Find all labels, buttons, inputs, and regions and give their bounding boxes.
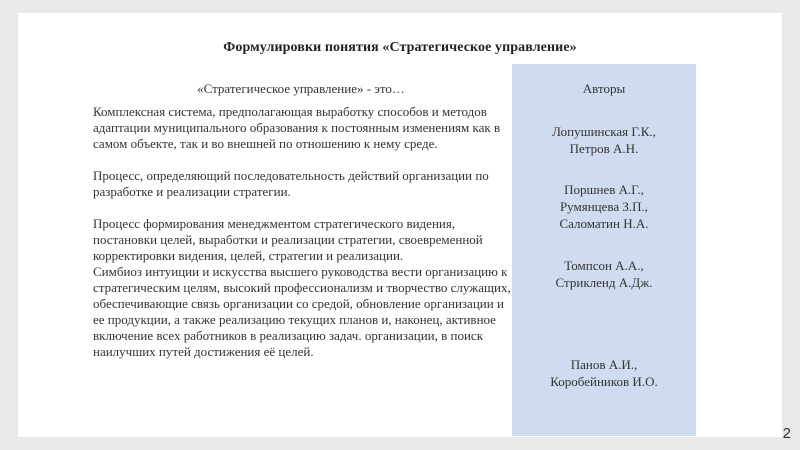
definition-item: Процесс формирования менеджментом стратегического видения, постановки целей, выработки и реализации стратегии, своевременной корректировки видения, целей, стратегии и реализации. <box>93 216 483 263</box>
author-group <box>512 257 696 291</box>
author-name: Румянцева З.П., <box>559 199 649 214</box>
author-group <box>512 356 696 390</box>
author-name: Панов А.И., <box>570 357 638 372</box>
definitions-header: «Стратегическое управление» - это… <box>197 81 405 96</box>
author-group <box>512 123 696 157</box>
author-name: Саломатин Н.А. <box>559 216 649 231</box>
definition-item: Симбиоз интуиции и искусства высшего руководства вести организацию к стратегическим целям, высокий профессионализм и творчество служащих, обеспечивающие связь организации со средой, обновление организации и ее продукции, а также реализацию текущих планов и, наконец, активное включение всех работников в реализацию задач. организации, в поиск наилучших путей достижения её целей. <box>93 264 511 359</box>
author-group <box>512 181 696 232</box>
authors-panel <box>512 64 696 436</box>
slide-title: Формулировки понятия «Стратегическое управление» <box>223 40 577 55</box>
author-name: Петров А.Н. <box>569 141 639 156</box>
definition-item: Комплексная система, предполагающая выработку способов и методов адаптации муниципального образования к постоянным изменениям как в самом объекте, так и во внешней по отношению к нему среде. <box>93 104 501 151</box>
author-name: Стрикленд А.Дж. <box>555 275 653 290</box>
definitions-list <box>93 104 511 360</box>
author-name: Поршнев А.Г., <box>564 182 644 197</box>
definition-item: Процесс, определяющий последовательность действий организации по разработке и реализации стратегии. <box>93 168 489 199</box>
author-name: Коробейников И.О. <box>550 374 658 389</box>
authors-header: Авторы <box>582 81 626 96</box>
page-number: 2 <box>782 425 791 442</box>
author-name: Лопушинская Г.К., <box>552 124 656 139</box>
author-name: Томпсон А.А., <box>564 258 644 273</box>
